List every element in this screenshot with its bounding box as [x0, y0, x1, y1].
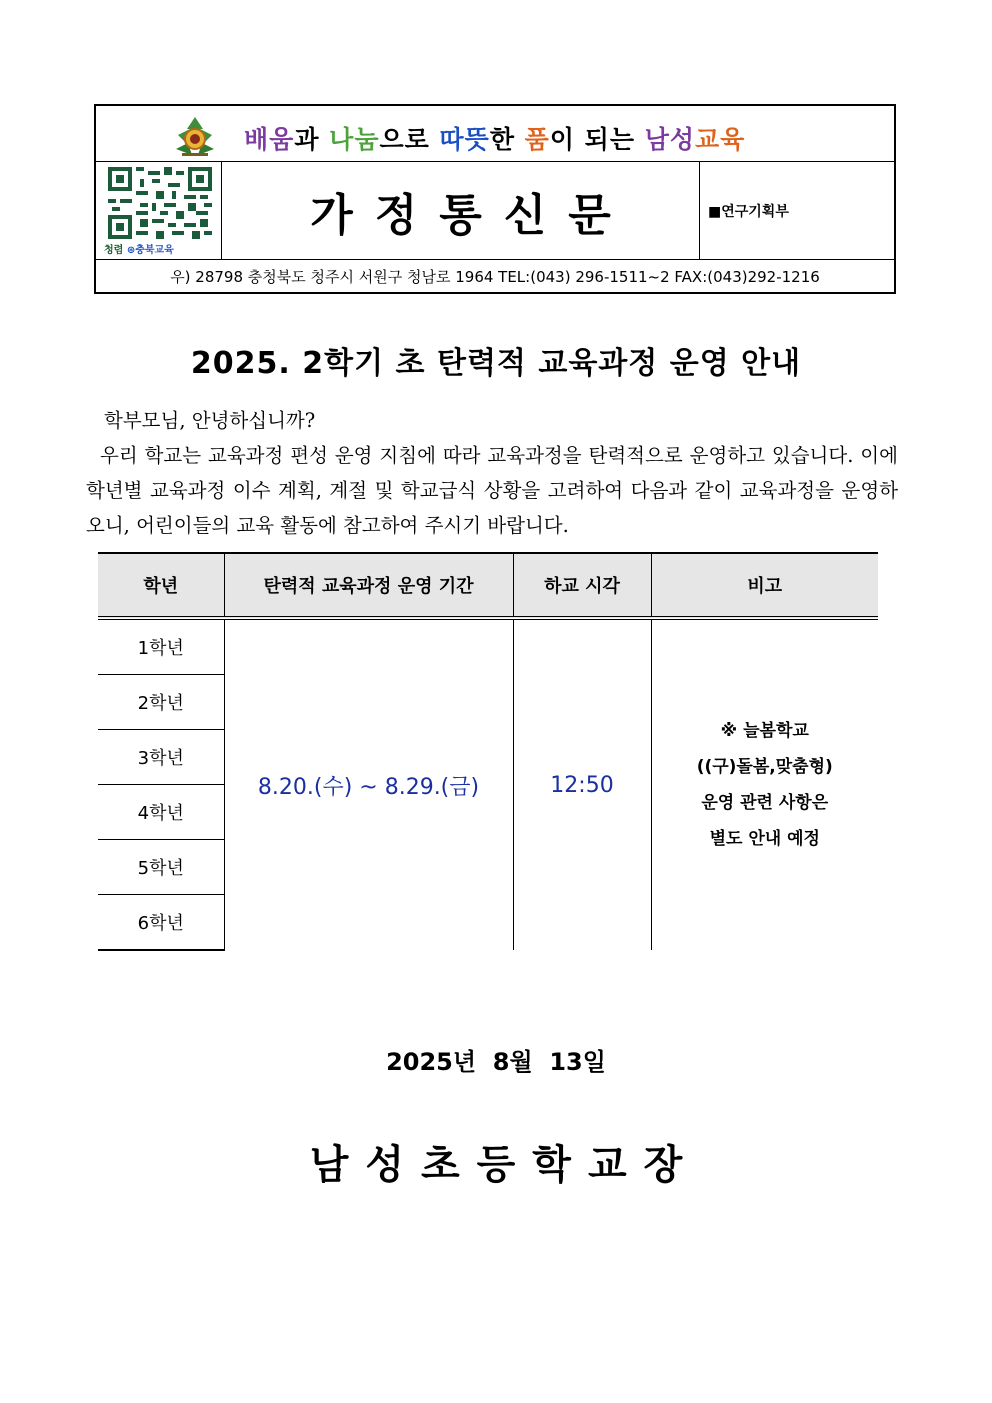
slogan-part: 품	[524, 125, 550, 154]
school-slogan	[244, 120, 745, 156]
note-line: 운영 관련 사항은	[701, 793, 829, 813]
slogan-part: 남성	[644, 125, 695, 154]
grade-cell: 6학년	[98, 895, 224, 951]
address-row	[96, 260, 894, 292]
grade-cell: 1학년	[98, 618, 224, 675]
note-line: ((구)돌봄,맞춤형)	[696, 757, 833, 777]
grade-cell: 5학년	[98, 840, 224, 895]
slogan-part: 배움	[244, 125, 295, 154]
newsletter-title: 가정통신문	[310, 189, 633, 241]
header-dismissal-time: 하교 시각	[513, 553, 651, 618]
education-logo-icon: ⊛	[126, 245, 136, 256]
principal-signature: 남성초등학교장	[309, 1141, 700, 1188]
title-row	[96, 162, 894, 260]
qr-code-icon[interactable]	[108, 167, 212, 239]
slogan-part: 따뜻	[439, 125, 490, 154]
dismissal-time-cell: 12:50	[513, 618, 651, 950]
department-cell	[700, 162, 896, 259]
qr-cell	[96, 162, 222, 259]
header-grade: 학년	[98, 553, 224, 618]
slogan-part: 으로	[379, 125, 440, 154]
qr-caption-left: 청렴	[104, 245, 124, 256]
grade-cell: 2학년	[98, 675, 224, 730]
school-emblem-icon	[170, 115, 220, 157]
department-label: ■연구기획부	[708, 203, 789, 220]
note-cell	[651, 618, 878, 950]
greeting-text: 학부모님, 안녕하십니까?	[104, 409, 316, 432]
header-period: 탄력적 교육과정 운영 기간	[224, 553, 513, 618]
qr-caption-right: 충북교육	[135, 245, 174, 256]
issue-date: 2025년 8월 13일	[386, 1048, 606, 1076]
header-note: 비고	[651, 553, 878, 618]
grade-cell: 4학년	[98, 785, 224, 840]
qr-caption	[104, 241, 174, 256]
schedule-table	[98, 552, 878, 951]
slogan-part: 한	[489, 125, 525, 154]
table-header-row	[98, 553, 878, 618]
table-row	[98, 618, 878, 675]
notice-title: 2025. 2학기 초 탄력적 교육과정 운영 안내	[190, 346, 802, 381]
school-address: 우) 28798 충청북도 청주시 서원구 청남로 1964 TEL:(043) 296-1511~2 FAX:(043)292-1216	[170, 267, 820, 286]
slogan-part: 나눔	[329, 125, 380, 154]
title-cell	[222, 162, 700, 259]
notice-body: 우리 학교는 교육과정 편성 운영 지침에 따라 교육과정을 탄력적으로 운영하고 있습니다. 이에 학년별 교육과정 이수 계획, 계절 및 학교급식 상황을 고려하여 다음과 같이 교육과정을 운영하오니, 어린이들의 교육 활동에 참고하여 주시기 바랍니다.	[86, 444, 898, 537]
note-line: 별도 안내 예정	[709, 829, 820, 849]
grade-cell: 3학년	[98, 730, 224, 785]
period-cell: 8.20.(수) ~ 8.29.(금)	[224, 618, 513, 950]
note-line: ※ 늘봄학교	[720, 721, 809, 741]
slogan-part: 교육	[695, 125, 746, 154]
slogan-row	[96, 106, 894, 162]
slogan-part: 이 되는	[549, 125, 645, 154]
slogan-part: 과	[294, 125, 330, 154]
newsletter-header	[94, 104, 896, 294]
